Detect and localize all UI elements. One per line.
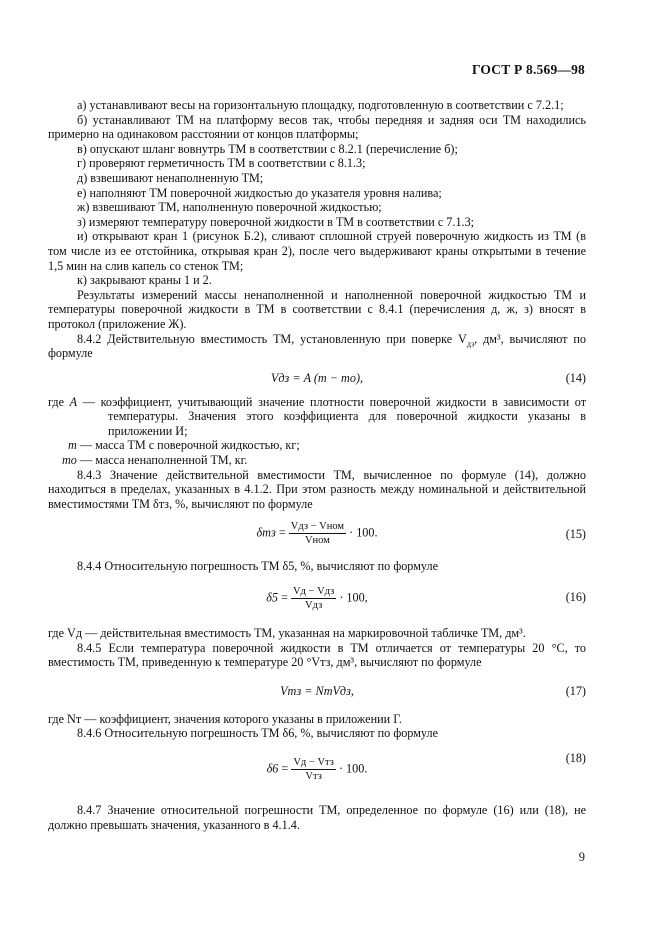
results-paragraph: Результаты измерений массы ненаполненной и наполненной поверочной жидкостью ТМ и температуры поверочной жидкости в ТМ в соответствии с 8.4.1 (перечисления д, ж, з) вносят в протокол (приложение Ж).	[48, 287, 586, 331]
page-number: 9	[578, 850, 585, 864]
formula-16: δ5 = $\frac{\text{Vд − Vдз}}{\text{Vдз}}$ · 100, (16)	[266, 586, 586, 612]
section-8-4-7: 8.4.7 Значение относительной погрешности ТМ, определенное по формуле (16) или (18), не должно превышать значения, указанного в 4.1.4.	[48, 803, 586, 832]
section-8-4-3: 8.4.3 Значение действительной вместимости ТМ, вычисленное по формуле (14), должно находиться в пределах, указанных в 4.1.2. При этом разность между номинальной и действительной вместимостями ТМ δтз, %, вычисляют по формуле	[48, 467, 586, 511]
section-8-4-2: 8.4.2 Действительную вместимость ТМ, установленную при поверке $V_{дз}$, дм³, вычисляют по формуле	[48, 331, 586, 361]
definition-m0: mо — масса ненаполненной ТМ, кг.	[62, 453, 248, 468]
step-e: е) наполняют ТМ поверочной жидкостью до указателя уровня налива;	[77, 185, 442, 200]
definition-vd: где Vд — действительная вместимость ТМ, указанная на маркировочной табличке ТМ, дм³.	[48, 626, 526, 641]
page-body	[48, 98, 586, 832]
step-v: в) опускают шланг вовнутрь ТМ в соответствии с 8.2.1 (перечисление б);	[77, 141, 458, 156]
step-z: з) измеряют температуру поверочной жидкости в ТМ в соответствии с 7.1.3;	[77, 214, 475, 229]
section-8-4-6: 8.4.6 Относительную погрешность ТМ δ6, %, вычисляют по формуле	[77, 726, 438, 741]
step-zh: ж) взвешивают ТМ, наполненную поверочной жидкостью;	[77, 200, 382, 215]
formula-17: Vтз = NтVдз, (17)	[280, 683, 586, 698]
definition-nt: где Nт — коэффициент, значения которого указаны в приложении Г.	[48, 711, 402, 726]
step-g: г) проверяют герметичность ТМ в соответствии с 8.1.3;	[77, 156, 366, 171]
section-8-4-5: 8.4.5 Если температура поверочной жидкости в ТМ отличается от температуры 20 °С, то вместимость ТМ, приведенную к температуре 20 °Vтз, дм³, вычисляют по формуле	[48, 640, 586, 670]
formula-15: δтз = $\frac{\text{Vдз − Vном}}{\text{Vном}}$ · 100. (15)	[256, 521, 586, 547]
step-a: а) устанавливают весы на горизонтальную площадку, подготовленную в соответствии с 7.2.1;	[77, 98, 564, 112]
definition-a: где A — коэффициент, учитывающий значение плотности поверочной жидкости в зависимости от температуры. Значения этого коэффициента для поверочной жидкости указаны в приложении И;	[48, 394, 587, 438]
definition-m: m — масса ТМ с поверочной жидкостью, кг;	[68, 438, 300, 453]
document-code: ГОСТ Р 8.569—98	[471, 62, 585, 77]
step-b: б) устанавливают ТМ на платформу весов так, чтобы передняя и задняя оси ТМ находились примерно на одинаковом расстоянии от концов платформы;	[48, 112, 586, 142]
step-k: к) закрывают краны 1 и 2.	[77, 273, 212, 288]
step-i: и) открывают кран 1 (рисунок Б.2), сливают сплошной струей поверочную жидкость из ТМ (в том числе из ее отстойника, открывая кран 2), после чего выдерживают краны открытыми в течение 1,5 мин на слив капель со стенок ТМ;	[48, 229, 586, 273]
section-8-4-4: 8.4.4 Относительную погрешность ТМ δ5, %, вычисляют по формуле	[77, 559, 438, 574]
step-d: д) взвешивают ненаполненную ТМ;	[77, 170, 264, 185]
formula-14: Vдз = A (m − mо), (14)	[270, 370, 586, 385]
formula-18: δ6 = $\frac{\text{Vд − Vтз}}{\text{Vтз}}$ · 100. (18)	[266, 751, 586, 782]
